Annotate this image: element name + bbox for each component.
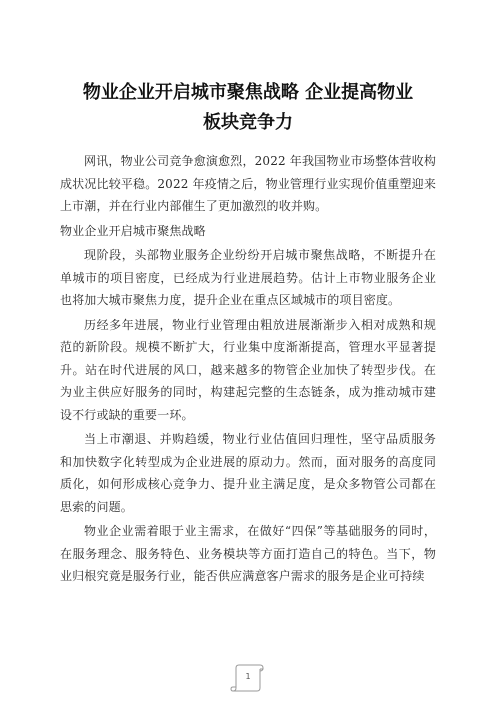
paragraph: 现阶段，头部物业服务企业纷纷开启城市聚焦战略，不断提升在单城市的项目密度，已经成为行业进展趋势。估计上市物业服务企业也将加大城市聚焦力度，提升企业在重点区域城市的项目密度。 (60, 248, 436, 307)
document-title (60, 78, 436, 138)
paragraph: 当上市潮退、并购趋缓，物业行业估值回归理性，坚守品质服务和加快数字化转型成为企业进展的原动力。然而，面对服务的高度同质化，如何形成核心竞争力、提升业主满足度，是众多物管公司都在思索的问题。 (60, 432, 436, 514)
paragraph: 物业企业需着眼于业主需求，在做好“四保”等基础服务的同时，在服务理念、服务特色、业务模块等方面打造自己的特色。当下，物业归根究竟是服务行业，能否供应满意客户需求的服务是企业可持续 (60, 524, 436, 583)
page-number: 1 (245, 672, 251, 681)
section-heading: 物业企业开启城市聚焦战略 (60, 223, 206, 238)
paragraph: 历经多年进展，物业行业管理由粗放进展渐渐步入相对成熟和规范的新阶段。规模不断扩大，行业集中度渐渐提高，管理水平显著提升。站在时代进展的风口，越来越多的物管企业加快了转型步伐。在为业主供应好服务的同时，构建起完整的生态链条，成为推动城市建设不行或缺的重要一环。 (60, 317, 436, 422)
page-footer (228, 660, 268, 696)
paragraph-intro: 网讯，物业公司竞争愈演愈烈，2022 年我国物业市场整体营收构成状况比较平稳。2022 年疫情之后，物业管理行业实现价值重塑迎来上市潮，并在行业内部催生了更加激烈的收并购。 (60, 154, 436, 213)
title-line-1: 物业企业开启城市聚焦战略 企业提高物业 (82, 82, 414, 103)
title-line-2: 板块竞争力 (203, 112, 293, 133)
document-body (60, 150, 436, 588)
